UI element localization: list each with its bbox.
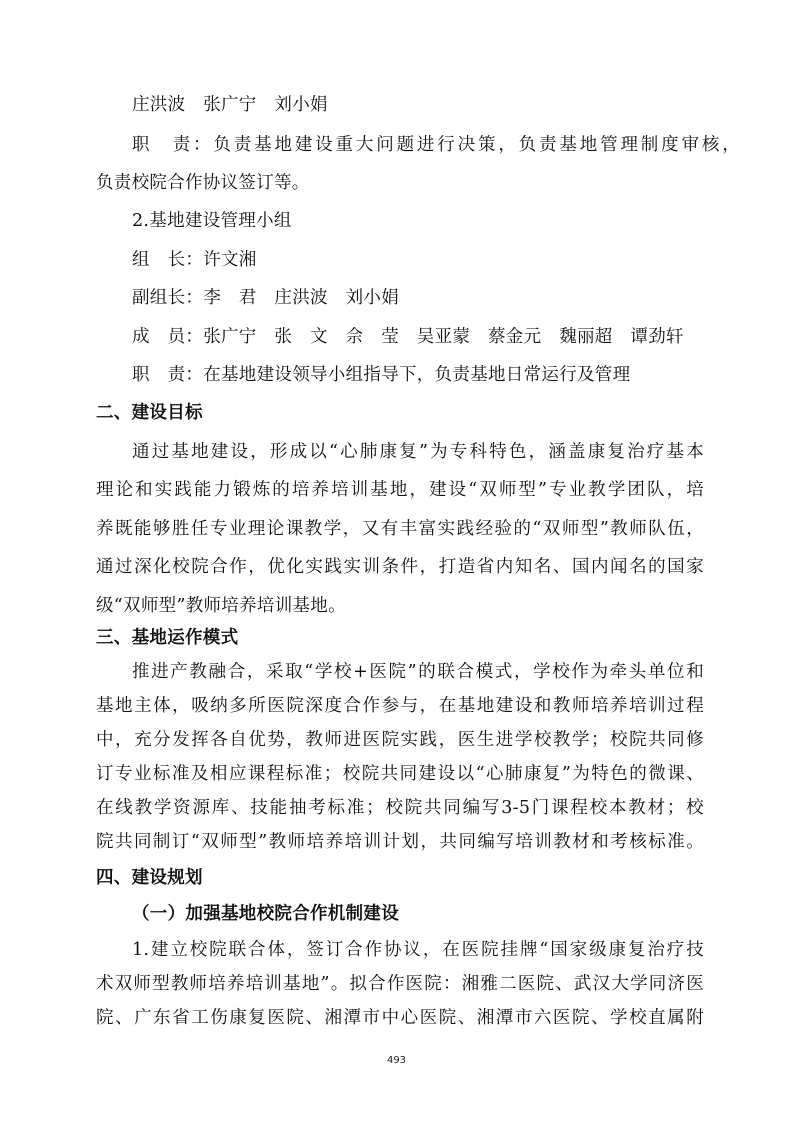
duty-line-2: 职 责：在基地建设领导小组指导下，负责基地日常运行及管理 <box>132 365 631 385</box>
subgroup-title: 2.基地建设管理小组 <box>132 211 292 231</box>
page-number: 493 <box>386 1055 407 1066</box>
paragraph-line: 院、广东省工伤康复医院、湘潭市中心医院、湘潭市六医院、学校直属附 <box>96 1008 704 1028</box>
subsection-heading: （一）加强基地校院合作机制建设 <box>132 904 399 924</box>
paragraph-line: 级“双师型”教师培养培训基地。 <box>96 596 346 616</box>
member-list-line: 庄洪波 张广宁 刘小娟 <box>132 95 328 115</box>
group-leader-line: 组 长：许文湘 <box>132 250 257 270</box>
paragraph-line: 通过深化校院合作，优化实践实训条件，打造省内知名、国内闻名的国家 <box>96 557 704 577</box>
paragraph-line: 术双师型教师培养培训基地”。拟合作医院：湘雅二医院、武汉大学同济医 <box>96 974 704 994</box>
deputy-leader-line: 副组长：李 君 庄洪波 刘小娟 <box>132 288 399 308</box>
section-heading-goals: 二、建设目标 <box>96 403 203 423</box>
paragraph-line: 中，充分发挥各自优势，教师进医院实践，医生进学校教学；校院共同修 <box>96 730 704 750</box>
paragraph-line: 推进产教融合，采取“学校+医院”的联合模式，学校作为牵头单位和 <box>132 662 704 682</box>
paragraph-line: 订专业标准及相应课程标准；校院共同建设以“心肺康复”为特色的微课、 <box>96 764 704 784</box>
duty-line-continued: 负责校院合作协议签订等。 <box>96 173 310 193</box>
section-heading-plan: 四、建设规划 <box>96 868 203 888</box>
paragraph-line: 理论和实践能力锻炼的培养培训基地，建设“双师型”专业教学团队，培 <box>96 480 704 500</box>
paragraph-line: 基地主体，吸纳多所医院深度合作参与，在基地建设和教师培养培训过程 <box>96 696 704 716</box>
members-line: 成 员：张广宁 张 文 佘 莹 吴亚蒙 蔡金元 魏丽超 谭劲轩 <box>132 327 684 347</box>
paragraph-line: 在线教学资源库、技能抽考标准；校院共同编写3-5门课程校本教材；校 <box>96 798 704 818</box>
duty-line: 职 责：负责基地建设重大问题进行决策，负责基地管理制度审核， <box>132 135 740 155</box>
paragraph-line: 通过基地建设，形成以“心肺康复”为专科特色，涵盖康复治疗基本 <box>132 442 704 462</box>
paragraph-line: 养既能够胜任专业理论课教学，又有丰富实践经验的“双师型”教师队伍， <box>96 519 704 539</box>
paragraph-line: 1.建立校院联合体，签订合作协议，在医院挂牌“国家级康复治疗技 <box>132 940 704 960</box>
paragraph-line: 院共同制订“双师型”教师培养培训计划，共同编写培训教材和考核标准。 <box>96 832 704 852</box>
section-heading-operation: 三、基地运作模式 <box>96 628 239 648</box>
